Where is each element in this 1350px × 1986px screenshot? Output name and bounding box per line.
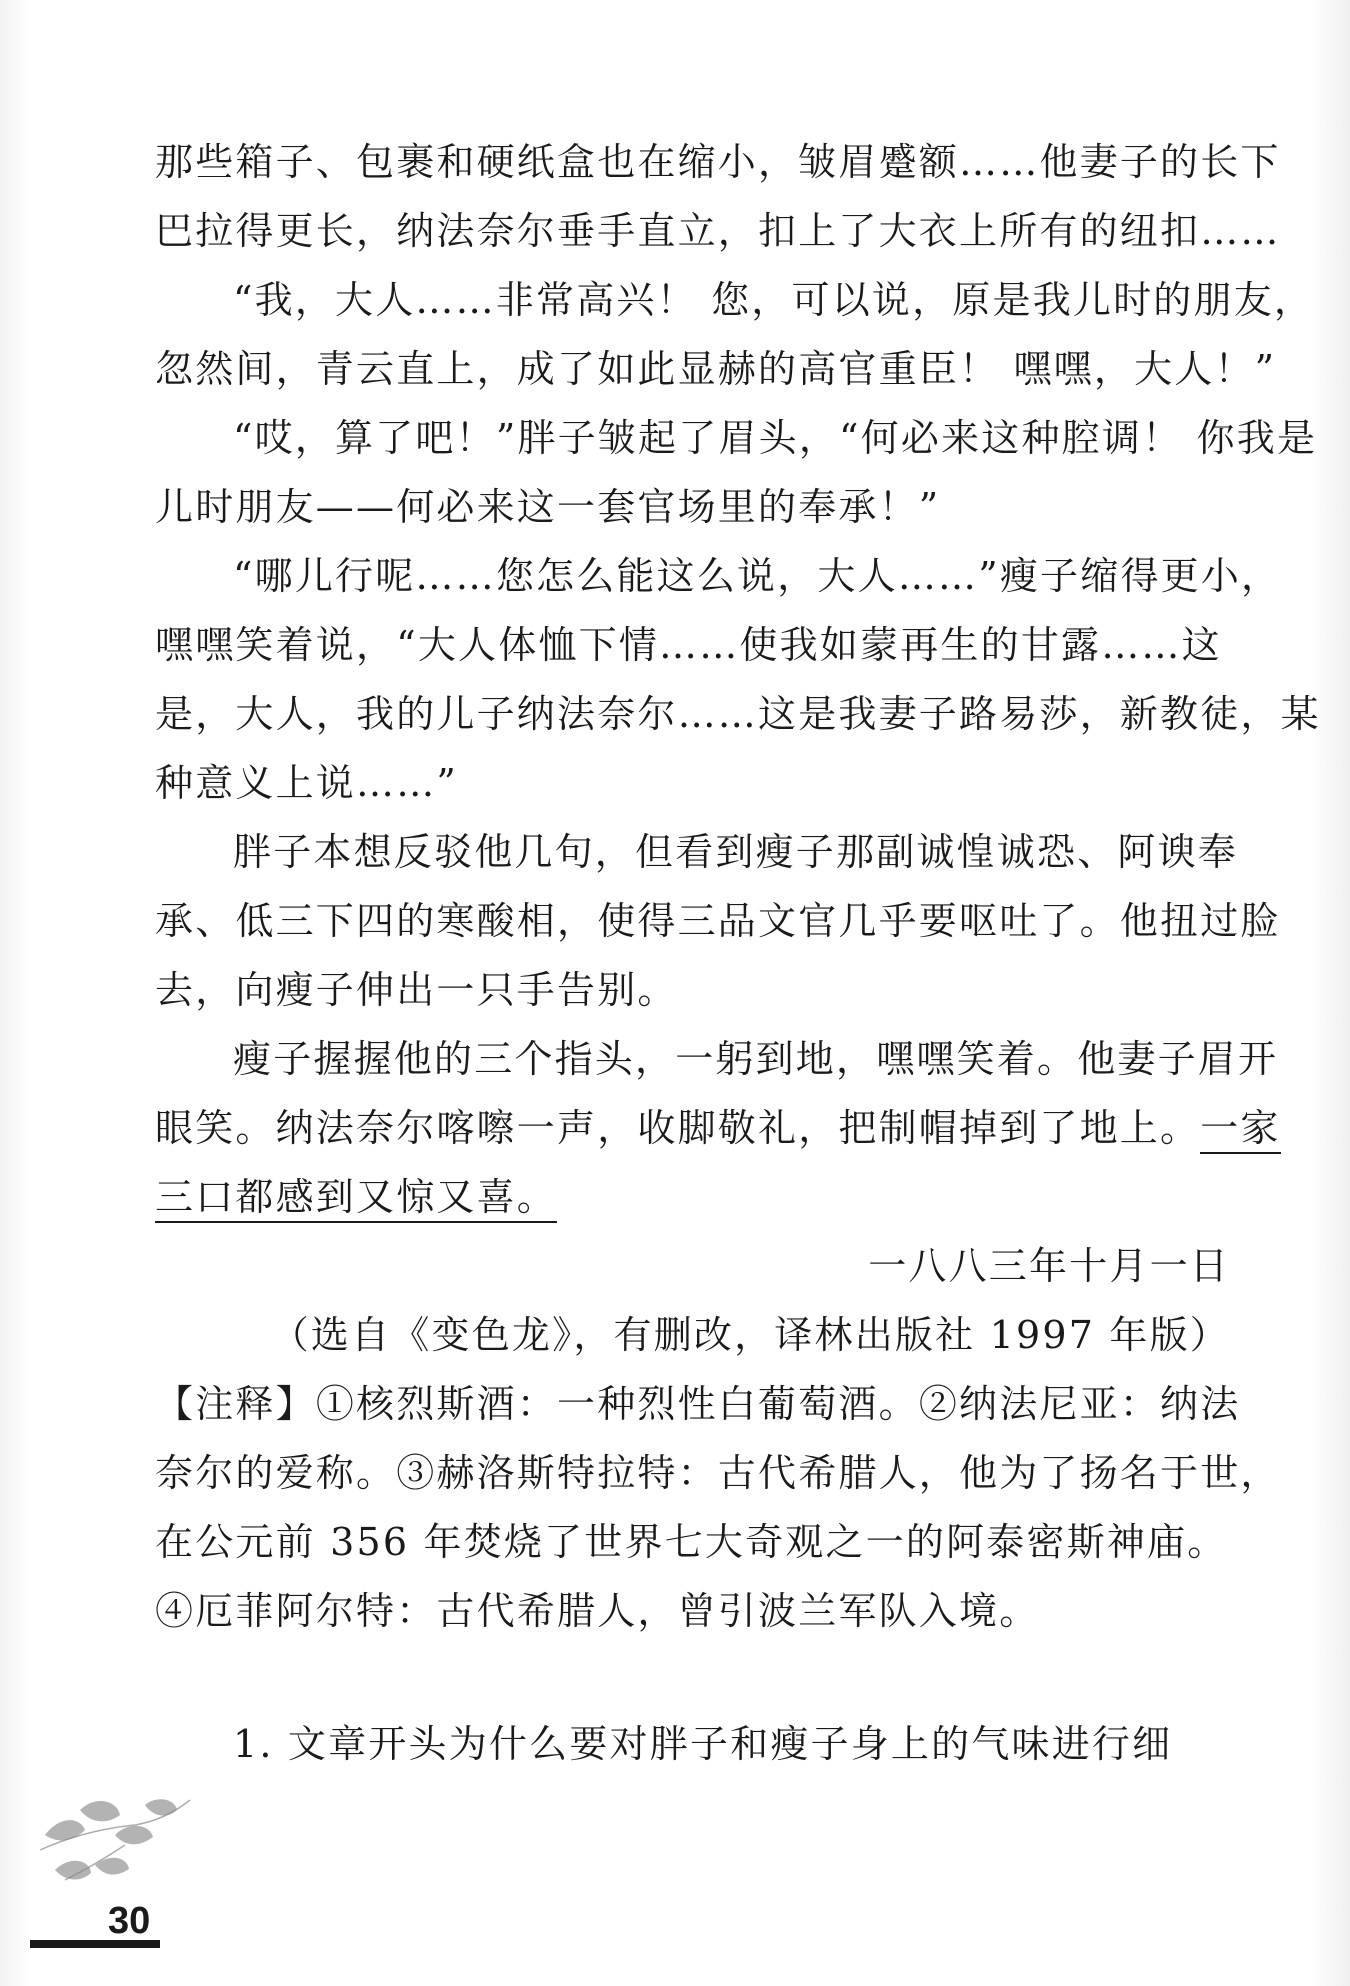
article-source: （选自《变色龙》，有删改，译林出版社 1997 年版）	[270, 1313, 1230, 1357]
article-body	[155, 128, 1321, 1779]
text-line: 种意义上说……”	[155, 761, 459, 805]
text-line: 那些箱子、包裹和硬纸盒也在缩小，皱眉蹙额……他妻子的长下	[155, 140, 1281, 184]
notes-label: 【注释】	[155, 1382, 316, 1426]
text-line: 去，向瘦子伸出一只手告别。	[155, 968, 678, 1012]
question-1: 1. 文章开头为什么要对胖子和瘦子身上的气味进行细	[233, 1722, 1173, 1766]
text-line: “我，大人……非常高兴！ 您，可以说，原是我儿时的朋友，	[233, 278, 1315, 322]
text-line: 巴拉得更长，纳法奈尔垂手直立，扣上了大衣上所有的纽扣……	[155, 209, 1281, 253]
article-date: 一八八三年十月一日	[868, 1244, 1230, 1288]
notes-line: 在公元前 356 年焚烧了世界七大奇观之一的阿泰密斯神庙。	[155, 1520, 1228, 1564]
text-line	[155, 1163, 1230, 1232]
notes-text: ①核烈斯酒：一种烈性白葡萄酒。②纳法尼亚：纳法	[315, 1382, 1241, 1426]
leaf-decoration-icon	[25, 1775, 205, 1895]
text-line	[155, 1094, 1281, 1163]
text-line: “哪儿行呢……您怎么能这么说，大人……”瘦子缩得更小，	[233, 554, 1282, 598]
text-line: 瘦子握握他的三个指头，一躬到地，嘿嘿笑着。他妻子眉开	[233, 1037, 1279, 1081]
text-line: 儿时朋友——何必来这一套官场里的奉承！”	[155, 485, 941, 529]
text-line: 是，大人，我的儿子纳法奈尔……这是我妻子路易莎，新教徒，某	[155, 692, 1321, 736]
text-line: “哎，算了吧！”胖子皱起了眉头，“何必来这种腔调！ 你我是	[233, 416, 1318, 460]
notes-line	[155, 1370, 1241, 1439]
text-line: 承、低三下四的寒酸相，使得三品文官几乎要呕吐了。他扭过脸	[155, 899, 1281, 943]
text-line: 嘿嘿笑着说，“大人体恤下情……使我如蒙再生的甘露……这	[155, 623, 1222, 667]
spacer	[155, 1646, 1230, 1710]
underlined-text: 三口都感到又惊又喜。	[155, 1175, 557, 1223]
text-line: 忽然间，青云直上，成了如此显赫的高官重臣！ 嘿嘿，大人！”	[155, 347, 1277, 391]
text-line: 胖子本想反驳他几句，但看到瘦子那副诚惶诚恐、阿谀奉	[233, 830, 1239, 874]
notes-line: ④厄菲阿尔特：古代希腊人，曾引波兰军队入境。	[155, 1589, 1040, 1633]
page-number: 30	[108, 1900, 151, 1942]
notes-line: 奈尔的爱称。③赫洛斯特拉特：古代希腊人，他为了扬名于世，	[155, 1451, 1281, 1495]
text-segment: 眼笑。纳法奈尔喀嚓一声，收脚敬礼，把制帽掉到了地上。	[155, 1106, 1201, 1150]
underlined-text: 一家	[1200, 1106, 1280, 1154]
